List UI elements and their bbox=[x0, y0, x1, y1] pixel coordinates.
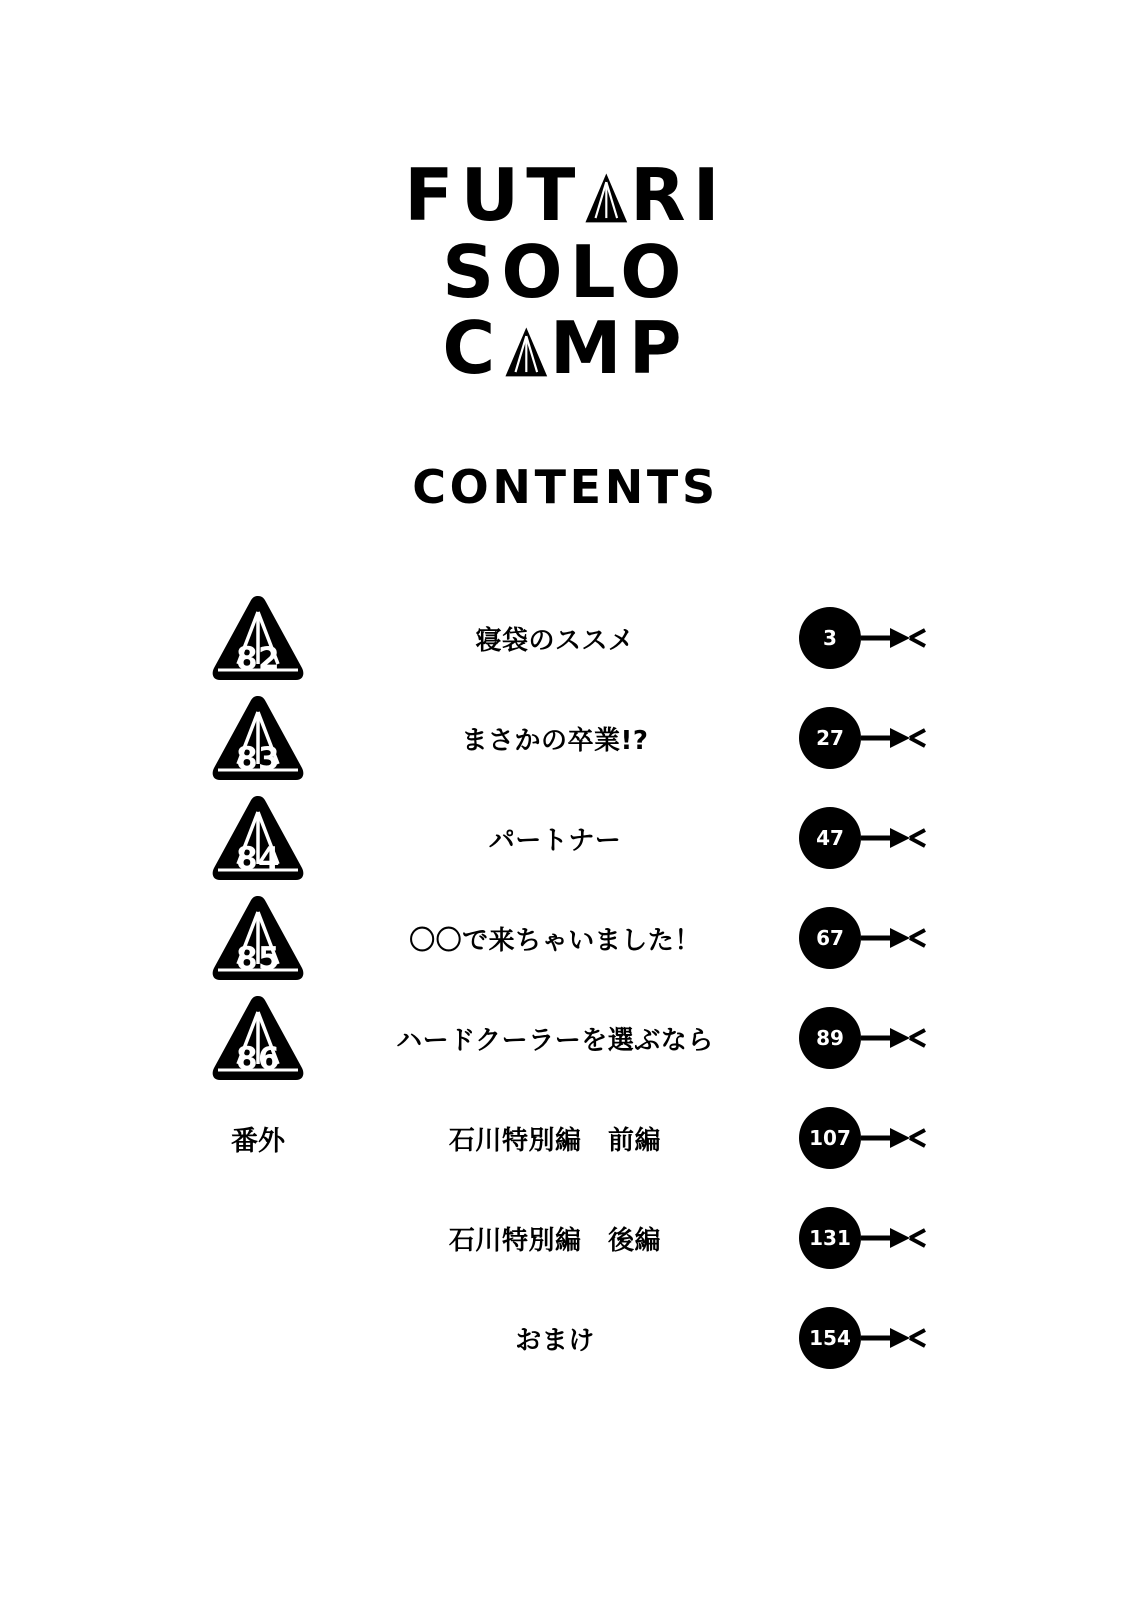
page-number-cell bbox=[780, 1006, 1060, 1070]
table-row[interactable] bbox=[0, 690, 1131, 786]
logo-text-fut: FUT bbox=[404, 153, 583, 237]
episode-number: 85 bbox=[236, 941, 280, 977]
table-row[interactable] bbox=[0, 1290, 1131, 1386]
episode-number: 86 bbox=[236, 1041, 280, 1077]
episode-label-extra: 番外 bbox=[231, 1125, 285, 1157]
page-number-cell bbox=[780, 1206, 1060, 1270]
chapter-title: おまけ bbox=[515, 1325, 595, 1356]
page-number: 27 bbox=[816, 726, 844, 750]
episode-badge-empty bbox=[206, 1292, 310, 1384]
table-row[interactable] bbox=[0, 590, 1131, 686]
chapter-title: 寝袋のススメ bbox=[475, 625, 635, 656]
tent-letter-a-icon-2 bbox=[504, 326, 549, 378]
pan-page-marker-icon bbox=[798, 806, 928, 870]
episode-number: 84 bbox=[236, 841, 280, 877]
page-number: 154 bbox=[809, 1326, 851, 1350]
table-row[interactable] bbox=[0, 990, 1131, 1086]
chapter-title: パートナー bbox=[488, 825, 622, 856]
episode-badge-cell bbox=[0, 1292, 330, 1384]
tent-badge-icon bbox=[206, 892, 310, 984]
pan-page-marker-icon bbox=[798, 1306, 928, 1370]
contents-heading: CONTENTS bbox=[412, 460, 719, 514]
pan-page-marker-icon bbox=[798, 706, 928, 770]
tent-badge-icon bbox=[206, 792, 310, 884]
page-number: 89 bbox=[816, 1026, 844, 1050]
episode-number: 82 bbox=[236, 641, 280, 677]
page-number: 47 bbox=[816, 826, 844, 850]
page-number-cell bbox=[780, 1306, 1060, 1370]
logo-line-solo: SOLO bbox=[442, 229, 689, 314]
table-row[interactable] bbox=[0, 1090, 1131, 1186]
tent-badge-icon bbox=[206, 592, 310, 684]
chapter-title: まさかの卒業!? bbox=[461, 725, 649, 756]
logo-line-futari bbox=[0, 153, 1131, 237]
pan-page-marker-icon bbox=[798, 1206, 928, 1270]
logo-line-camp bbox=[0, 306, 1131, 391]
chapter-title: 石川特別編 後編 bbox=[448, 1225, 662, 1256]
episode-badge-cell bbox=[0, 1192, 330, 1284]
episode-badge-cell bbox=[0, 592, 330, 684]
page-number-cell bbox=[780, 606, 1060, 670]
table-row[interactable] bbox=[0, 790, 1131, 886]
pan-page-marker-icon bbox=[798, 906, 928, 970]
page-number-cell bbox=[780, 806, 1060, 870]
page-number: 3 bbox=[823, 626, 837, 650]
logo-text-mp: MP bbox=[549, 306, 689, 391]
book-logo bbox=[0, 153, 1131, 391]
episode-badge-empty bbox=[206, 1192, 310, 1284]
page-number-cell bbox=[780, 706, 1060, 770]
logo-text-c: C bbox=[442, 306, 503, 391]
chapter-title: 石川特別編 前編 bbox=[448, 1125, 662, 1156]
page-number: 131 bbox=[809, 1226, 851, 1250]
logo-text-ri: RI bbox=[630, 153, 727, 237]
episode-badge-cell bbox=[0, 692, 330, 784]
tent-letter-a-icon bbox=[584, 172, 629, 224]
episode-badge-cell bbox=[0, 892, 330, 984]
table-row[interactable] bbox=[0, 1190, 1131, 1286]
episode-badge-cell bbox=[0, 1119, 330, 1158]
pan-page-marker-icon bbox=[798, 1106, 928, 1170]
pan-page-marker-icon bbox=[798, 1006, 928, 1070]
page-number-cell bbox=[780, 1106, 1060, 1170]
page-number-cell bbox=[780, 906, 1060, 970]
episode-number: 83 bbox=[236, 741, 280, 777]
episode-badge-cell bbox=[0, 992, 330, 1084]
table-row[interactable] bbox=[0, 890, 1131, 986]
table-of-contents bbox=[0, 590, 1131, 1390]
tent-badge-icon bbox=[206, 992, 310, 1084]
page-number: 107 bbox=[809, 1126, 851, 1150]
pan-page-marker-icon bbox=[798, 606, 928, 670]
chapter-title: 〇〇で来ちゃいました！ bbox=[409, 925, 701, 956]
tent-badge-icon bbox=[206, 692, 310, 784]
page-number: 67 bbox=[816, 926, 844, 950]
episode-badge-cell bbox=[0, 792, 330, 884]
chapter-title: ハードクーラーを選ぶなら bbox=[396, 1025, 714, 1056]
